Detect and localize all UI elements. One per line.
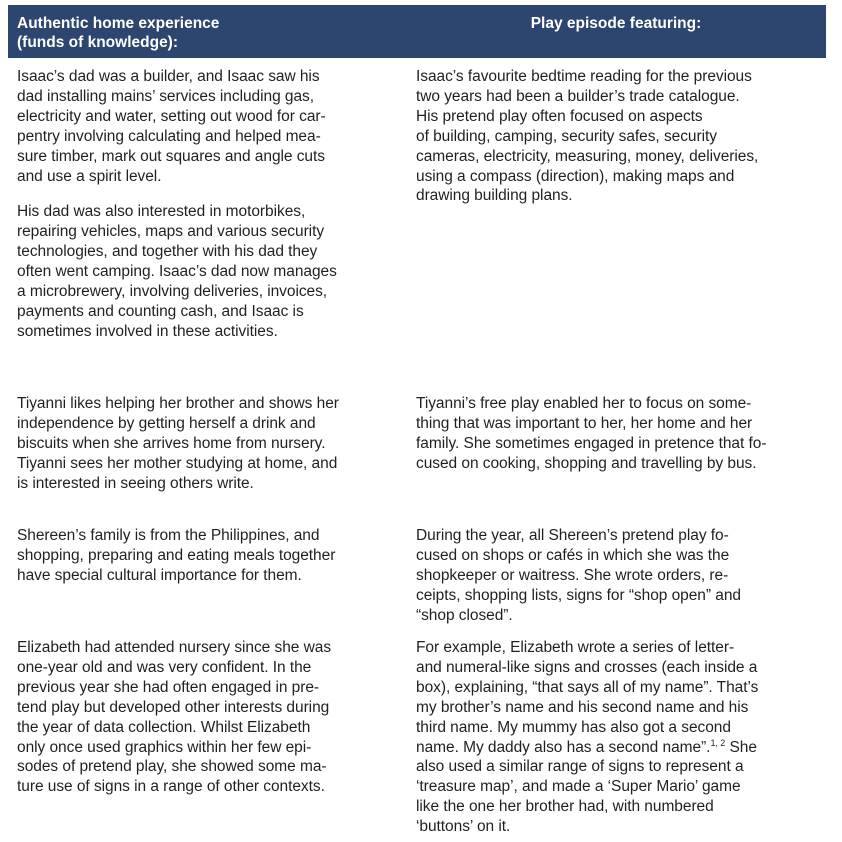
row-tiyanni-play: Tiyanni’s free play enabled her to focus on some- thing that was important to her, her home and her family. She sometimes engaged in pretence that fo- cused on cooking, shopping and travelling by bus. xyxy=(416,395,767,472)
row-shereen-home: Shereen’s family is from the Philippines, and shopping, preparing and eating meals together have special cultural importance for them. xyxy=(17,527,336,584)
header-authentic-home-experience: Authentic home experience (funds of knowledge): xyxy=(17,15,220,51)
row-tiyanni-home: Tiyanni likes helping her brother and shows her independence by getting herself a drink and biscuits when she arrives home from nursery. Tiyanni sees her mother studying at home, and is interested in seeing others write. xyxy=(17,395,339,492)
row-isaac-home xyxy=(17,67,409,342)
row-elizabeth-home: Elizabeth had attended nursery since she was one-year old and was very confident. In the previous year she had often engaged in pre- tend play but developed other interests during the year of data collection. Whilst Elizabeth only once used graphics within her few epi- sodes of pretend play, she showed some ma- ture use of signs in a range of other contexts. xyxy=(17,639,332,796)
header-play-episode: Play episode featuring: xyxy=(530,15,702,32)
footnote-line: name. My daddy also has a second name”.$^{1, 2}$ She xyxy=(416,737,757,756)
footnote-reference: 1, 2 xyxy=(710,737,726,748)
paragraph: Isaac’s dad was a builder, and Isaac saw his dad installing mains’ services including gas, electricity and water, setting out wood for car- pentry involving calculating and helped mea- sure timber, mark out squares and angle cuts and use a spirit level. xyxy=(17,68,326,185)
row-elizabeth-play: For example, Elizabeth wrote a series of letter- and numeral-like signs and crosses (each inside a box), explaining, “that says all of my name”. That’s my brother’s name and his second name and his third name. My mummy has also got a second name. My daddy also has a second name”.$^{1, 2}$ She also used a similar range of signs to represent a ‘treasure map’, and made a ‘Super Mario’ game like the one her brother had, with numbered ‘buttons’ on it. xyxy=(416,638,822,837)
table-header xyxy=(8,5,826,58)
row-shereen-play: During the year, all Shereen’s pretend play fo- cused on shops or cafés in which she was the shopkeeper or waitress. She wrote orders, re- ceipts, shopping lists, signs for “shop open” and “shop closed”. xyxy=(416,527,741,624)
paragraph: His dad was also interested in motorbikes, repairing vehicles, maps and various security technologies, and together with his dad they often went camping. Isaac’s dad now manages a microbrewery, involving deliveries, invoices, payments and counting cash, and Isaac is sometimes involved in these activities. xyxy=(17,203,337,340)
row-isaac-play: Isaac’s favourite bedtime reading for the previous two years had been a builder’s trade catalogue. His pretend play often focused on aspects of building, camping, security safes, security cameras, electricity, measuring, money, deliveries, using a compass (direction), making maps and drawing building plans. xyxy=(416,68,759,205)
